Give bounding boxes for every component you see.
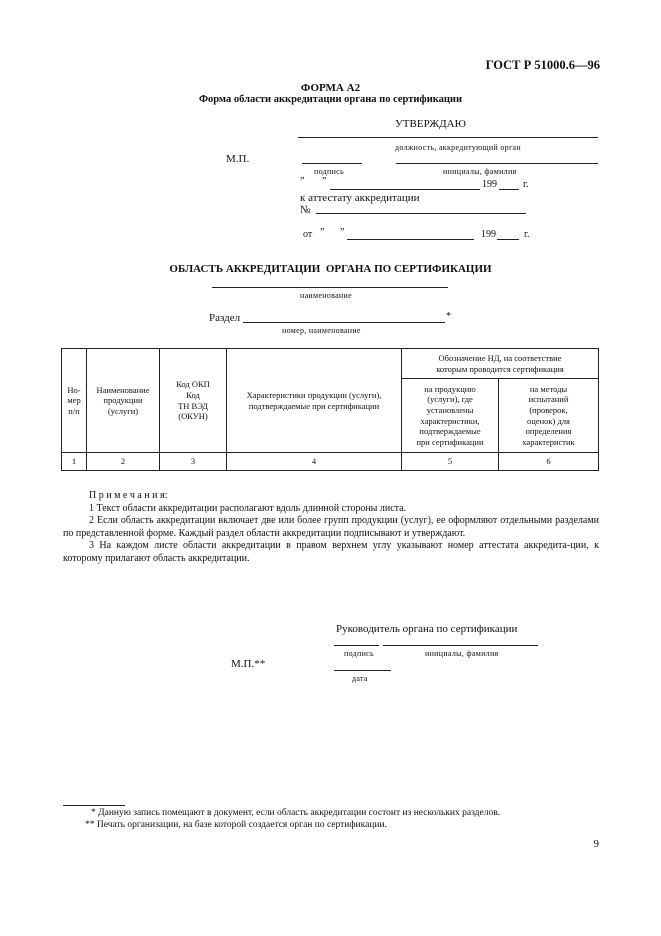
date-year: 199	[482, 179, 497, 190]
col-number-header: Но- мер п/п	[62, 349, 87, 453]
notes-title: П р и м е ч а н и я:	[89, 490, 168, 501]
column-number-row	[62, 453, 599, 471]
signoff-date-caption: дата	[352, 674, 368, 683]
nd-group-header: Обозначение НД, на соответствие которым проводится сертификация	[402, 349, 599, 379]
ot-year: 199	[481, 229, 496, 240]
mp-label: М.П.	[226, 153, 250, 165]
page-number: 9	[593, 838, 599, 850]
note-1: 1 Текст области аккредитации располагают вдоль длинной стороны листа.	[89, 502, 407, 514]
ot-open-quote: ”	[320, 227, 325, 238]
utverzhdayu-label: УТВЕРЖДАЮ	[395, 118, 466, 130]
col-number-1: 1	[62, 453, 87, 471]
notes-block	[63, 490, 599, 565]
attestat-label: к аттестату аккредитации	[300, 192, 420, 204]
number-sign: №	[300, 204, 311, 216]
ot-label: от	[303, 229, 313, 240]
signoff-signature-line	[334, 645, 379, 646]
signoff-initials-line	[383, 645, 538, 646]
signature-line	[302, 163, 362, 164]
date-year-suffix: г.	[523, 179, 529, 190]
ot-year-suffix: г.	[524, 229, 530, 240]
razdel-caption: номер, наименование	[282, 326, 361, 335]
signoff-head: Руководитель органа по сертификации	[336, 623, 518, 635]
standard-number: ГОСТ Р 51000.6—96	[485, 58, 600, 72]
date-line	[330, 189, 480, 190]
position-caption: должность, аккредитующий орган	[395, 143, 521, 152]
section-heading: ОБЛАСТЬ АККРЕДИТАЦИИ ОРГАНА ПО СЕРТИФИКАЦИИ	[169, 263, 492, 275]
col-number-4: 4	[227, 453, 402, 471]
ot-year-line	[497, 239, 519, 240]
col-product-header: Наименование продукции (услуги)	[87, 349, 160, 453]
col-number-2: 2	[87, 453, 160, 471]
date-close-quote: ”	[322, 176, 327, 187]
form-subtitle: Форма области аккредитации органа по сертификации	[198, 94, 463, 105]
org-name-line	[212, 287, 448, 288]
signoff-mp: М.П.**	[231, 658, 266, 670]
signoff-initials-caption: инициалы, фамилия	[425, 649, 499, 658]
attestat-number-line	[316, 213, 526, 214]
razdel-mark: *	[446, 311, 451, 322]
position-line	[298, 137, 598, 138]
col-nd-product-header: на продукцию (услуги), где установлены характеристики, подтверждаемые при сертификации	[402, 379, 499, 453]
razdel-label: Раздел	[209, 312, 241, 324]
initials-caption: инициалы, фамилия	[443, 167, 517, 176]
note-3: 3 На каждом листе области аккредитации в правом верхнем углу указывают номер аттестата аккредита-ции, к которому прилагают область аккредитации.	[63, 540, 599, 564]
initials-line	[396, 163, 598, 164]
footnote-2: ** Печать организации, на базе которой создается орган по сертификации.	[85, 820, 387, 830]
col-characteristics-header: Характеристики продукции (услуги), подтверждаемые при сертификации	[227, 349, 402, 453]
accreditation-table	[61, 348, 599, 471]
date-open-quote: ”	[300, 176, 305, 187]
col-number-6: 6	[499, 453, 599, 471]
col-nd-methods-header: на методы испытаний (проверок, оценок) для определения характеристик	[499, 379, 599, 453]
razdel-line	[243, 322, 445, 323]
signoff-signature-caption: подпись	[344, 649, 374, 658]
footnote-separator	[63, 805, 125, 806]
ot-date-line	[347, 239, 474, 240]
col-number-5: 5	[402, 453, 499, 471]
footnote-1: * Данную запись помещают в документ, если область аккредитации состоит из нескольких разделов.	[91, 808, 501, 818]
signature-caption: подпись	[314, 167, 344, 176]
note-2: 2 Если область аккредитации включает две или более групп продукции (услуг), ее оформляют отдельными разделами по представленной форме. Каждый раздел области аккредитации подписывают и утверждают.	[63, 515, 599, 539]
org-name-caption: наименование	[300, 291, 352, 300]
ot-close-quote: ”	[340, 227, 345, 238]
date-year-line	[499, 189, 519, 190]
signoff-date-line	[334, 670, 391, 671]
form-title: ФОРМА А2	[300, 82, 361, 94]
col-number-3: 3	[160, 453, 227, 471]
col-code-header: Код ОКП Код ТН ВЭД (ОКУН)	[160, 349, 227, 453]
